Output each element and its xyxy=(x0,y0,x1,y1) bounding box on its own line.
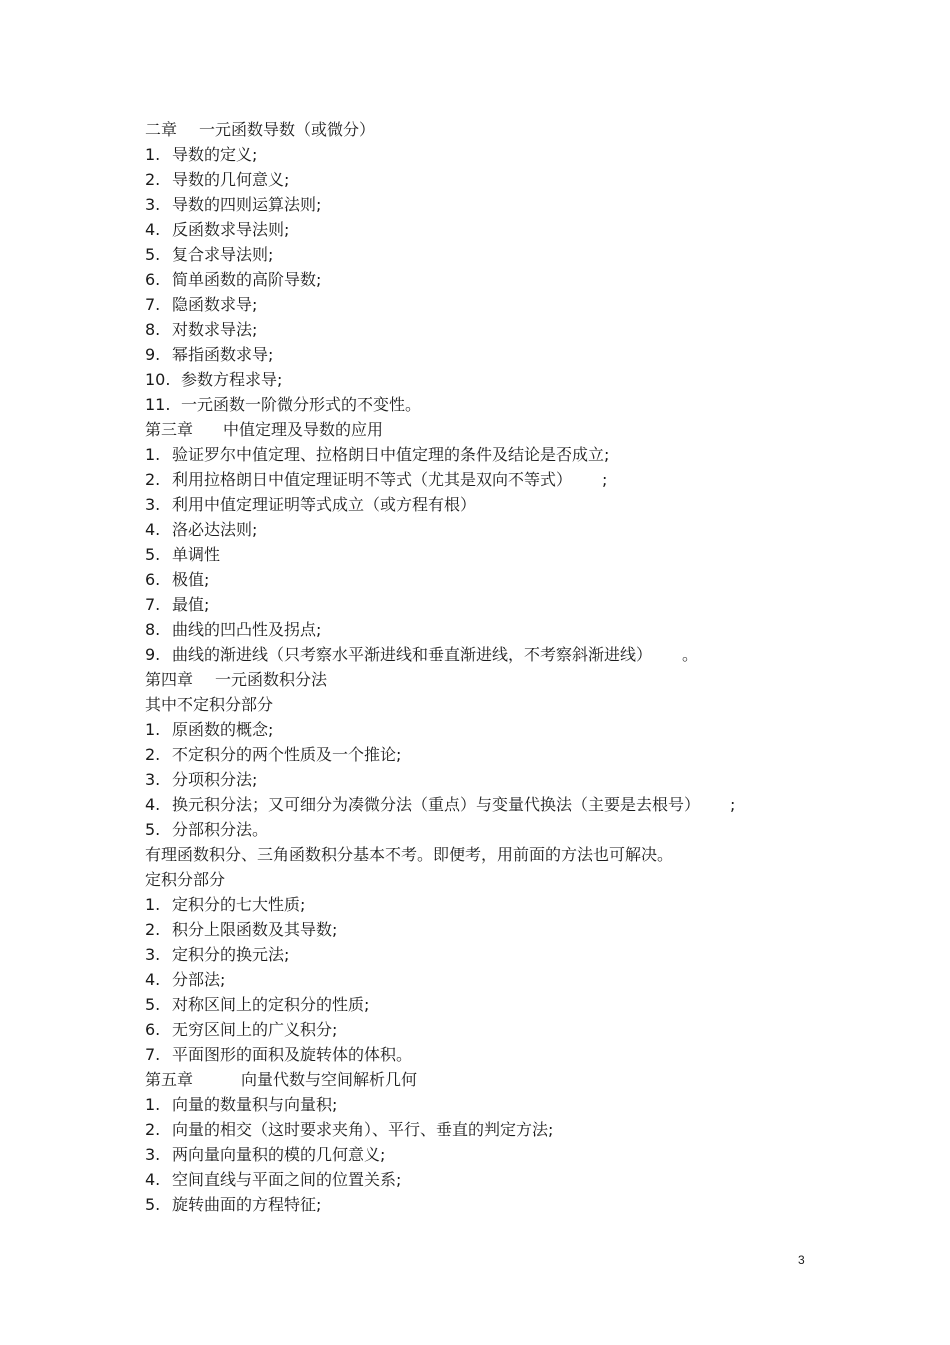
list-item: 4. 洛必达法则; xyxy=(145,520,258,539)
list-item: 6. 简单函数的高阶导数; xyxy=(145,270,322,289)
chapter-label: 二章 xyxy=(145,120,178,139)
list-item: 5. 对称区间上的定积分的性质; xyxy=(145,995,370,1014)
list-item: 2. 向量的相交（这时要求夹角）、平行、垂直的判定方法; xyxy=(145,1120,554,1139)
chapter-label: 第三章 xyxy=(145,420,194,439)
list-item: 7. 隐函数求导; xyxy=(145,295,258,314)
list-item: 9. 曲线的渐进线（只考察水平渐进线和垂直渐进线，不考察斜渐进线） 。 xyxy=(145,645,699,664)
list-item: 2. 不定积分的两个性质及一个推论; xyxy=(145,745,402,764)
list-item: 7. 最值; xyxy=(145,595,210,614)
document-body xyxy=(145,117,825,1217)
section-heading: 其中不定积分部分 xyxy=(145,695,274,714)
list-item: 11. 一元函数一阶微分形式的不变性。 xyxy=(145,395,422,414)
list-item: 2. 积分上限函数及其导数; xyxy=(145,920,338,939)
chapter-heading-2 xyxy=(145,117,825,142)
list-item: 6. 无穷区间上的广义积分; xyxy=(145,1020,338,1039)
list-item: 2. 导数的几何意义; xyxy=(145,170,290,189)
list-item: 5. 分部积分法。 xyxy=(145,820,269,839)
page-number: 3 xyxy=(798,1253,805,1267)
list-item: 3. 分项积分法; xyxy=(145,770,258,789)
section-heading: 定积分部分 xyxy=(145,870,226,889)
list-item: 5. 单调性 xyxy=(145,545,221,564)
list-item: 9. 幂指函数求导; xyxy=(145,345,274,364)
chapter-heading-5 xyxy=(145,1067,825,1092)
list-item: 3. 导数的四则运算法则; xyxy=(145,195,322,214)
list-item: 4. 空间直线与平面之间的位置关系; xyxy=(145,1170,402,1189)
chapter-label: 第四章 xyxy=(145,670,194,689)
chapter-title: 一元函数导数（或微分） xyxy=(199,120,376,139)
list-item: 5. 旋转曲面的方程特征; xyxy=(145,1195,322,1214)
list-item: 3. 定积分的换元法; xyxy=(145,945,290,964)
list-item: 2. 利用拉格朗日中值定理证明不等式（尤其是双向不等式） ; xyxy=(145,470,608,489)
chapter-label: 第五章 xyxy=(145,1070,194,1089)
chapter-title: 一元函数积分法 xyxy=(215,670,328,689)
list-item: 7. 平面图形的面积及旋转体的体积。 xyxy=(145,1045,413,1064)
list-item: 3. 两向量向量积的模的几何意义; xyxy=(145,1145,386,1164)
list-item: 1. 验证罗尔中值定理、拉格朗日中值定理的条件及结论是否成立; xyxy=(145,445,610,464)
list-item: 5. 复合求导法则; xyxy=(145,245,274,264)
list-item: 3. 利用中值定理证明等式成立（或方程有根） xyxy=(145,495,477,514)
chapter-heading-3 xyxy=(145,417,825,442)
list-item: 6. 极值; xyxy=(145,570,210,589)
note-text: 有理函数积分、三角函数积分基本不考。即便考，用前面的方法也可解决。 xyxy=(145,845,674,864)
list-item: 4. 换元积分法；又可细分为凑微分法（重点）与变量代换法（主要是去根号） ; xyxy=(145,795,736,814)
list-item: 8. 对数求导法; xyxy=(145,320,258,339)
list-item: 1. 原函数的概念; xyxy=(145,720,274,739)
list-item: 10. 参数方程求导; xyxy=(145,370,283,389)
chapter-title: 中值定理及导数的应用 xyxy=(223,420,384,439)
list-item: 1. 定积分的七大性质; xyxy=(145,895,306,914)
list-item: 8. 曲线的凹凸性及拐点; xyxy=(145,620,322,639)
list-item: 4. 反函数求导法则; xyxy=(145,220,290,239)
list-item: 4. 分部法; xyxy=(145,970,226,989)
chapter-title: 向量代数与空间解析几何 xyxy=(241,1070,418,1089)
list-item: 1. 向量的数量积与向量积; xyxy=(145,1095,338,1114)
list-item: 1. 导数的定义; xyxy=(145,145,258,164)
chapter-heading-4 xyxy=(145,667,825,692)
